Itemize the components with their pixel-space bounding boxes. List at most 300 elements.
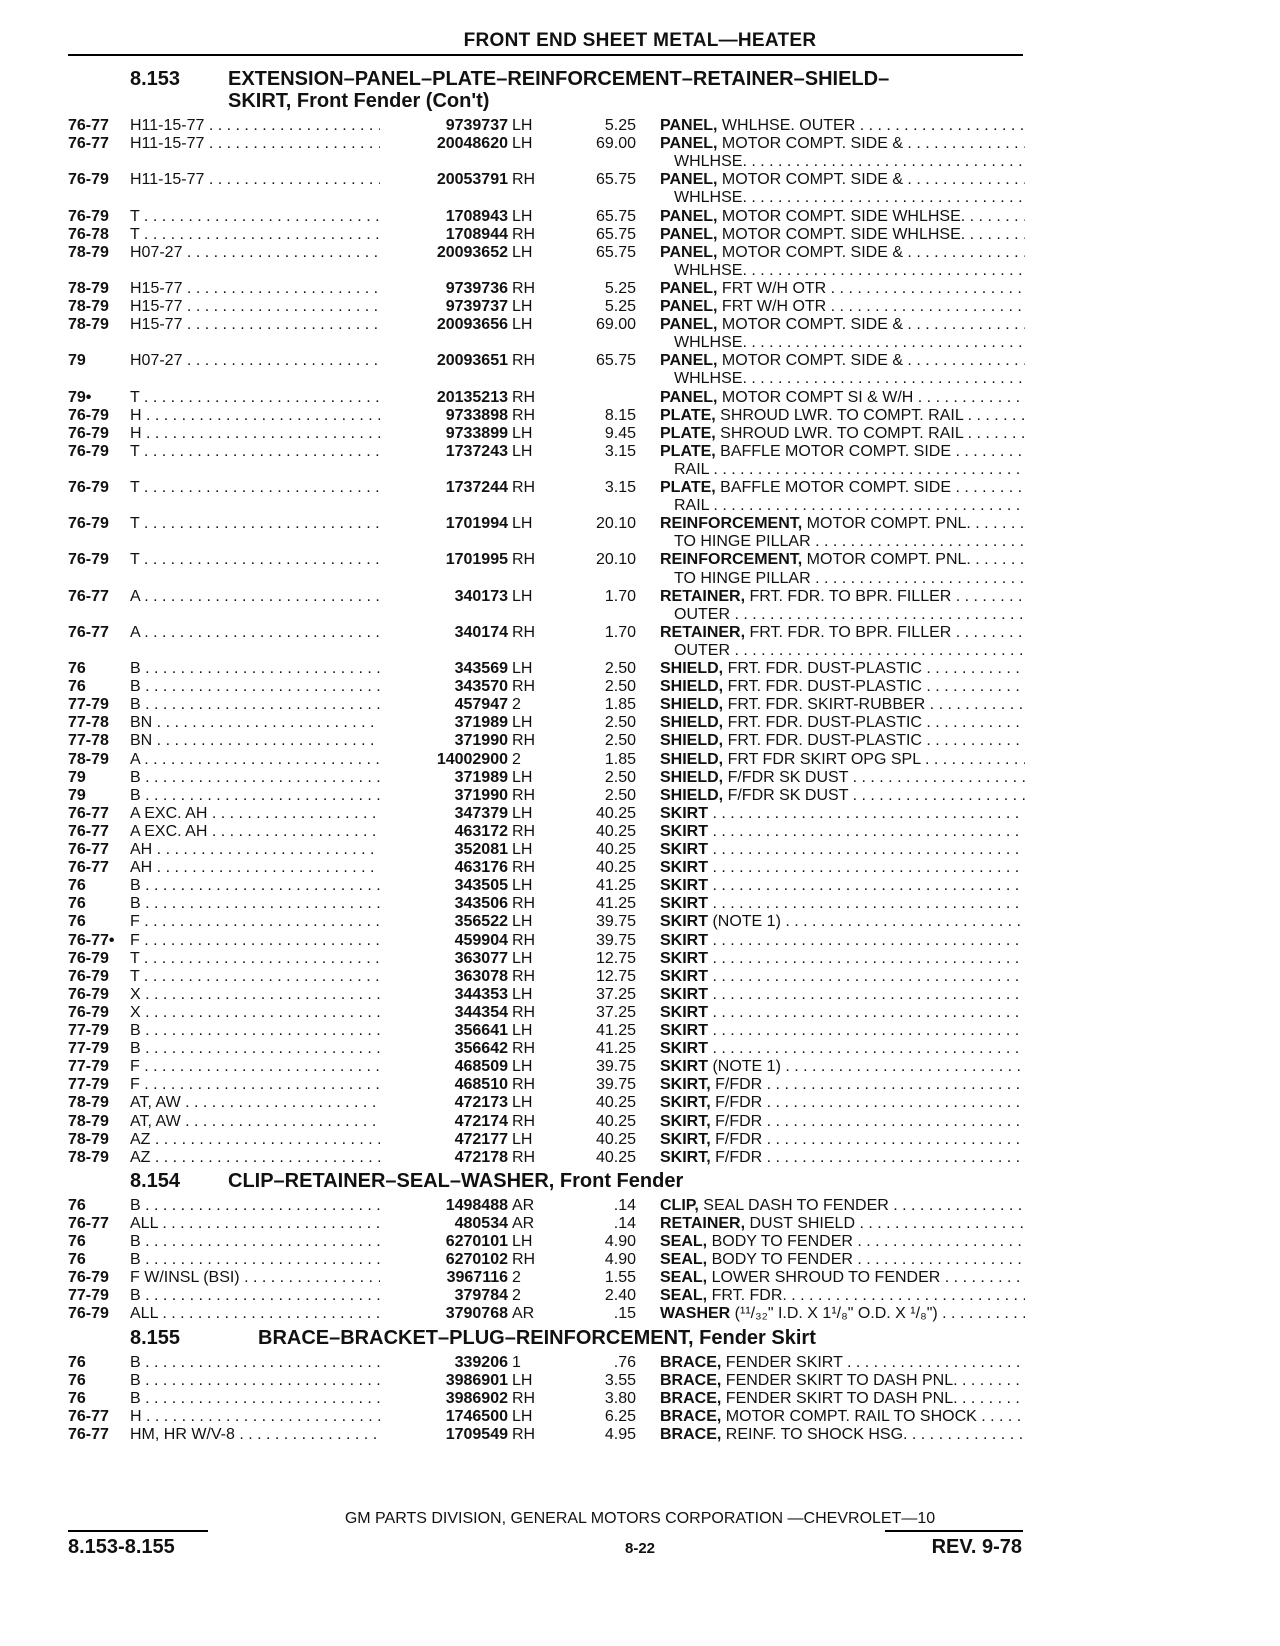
table-row bbox=[0, 1407, 1280, 1426]
model-year: 76-77 bbox=[68, 804, 109, 822]
description-text: FRT. FDR. DUST-PLASTIC bbox=[723, 714, 922, 732]
model-code: B . . . bbox=[130, 894, 400, 913]
model-code: B . . . bbox=[130, 1389, 400, 1408]
footer-division: GM PARTS DIVISION, GENERAL MOTORS CORPORATION —CHEVROLET—10 bbox=[344, 1510, 936, 1527]
model-year: 76-79 bbox=[68, 171, 109, 189]
quantity: RH bbox=[512, 1040, 536, 1058]
description bbox=[660, 967, 1025, 986]
quantity: LH bbox=[512, 1233, 533, 1250]
description bbox=[660, 1268, 1025, 1287]
part-number: 363077 bbox=[380, 949, 508, 968]
part-number: 9739737 bbox=[380, 297, 508, 316]
quantity: RH bbox=[512, 967, 536, 985]
description-text: FRT. FDR. DUST-PLASTIC bbox=[723, 678, 922, 696]
description-text: LOWER SHROUD TO FENDER bbox=[707, 1269, 941, 1287]
price: 65.75 bbox=[595, 225, 636, 243]
quantity: RH bbox=[512, 388, 536, 406]
description-text: FENDER SKIRT TO DASH PNL. bbox=[721, 1371, 958, 1389]
table-row bbox=[0, 731, 1280, 750]
table-row-continuation bbox=[0, 261, 1280, 280]
description bbox=[660, 1093, 1025, 1112]
table-row bbox=[0, 858, 1280, 877]
description bbox=[660, 1057, 1025, 1076]
price: 40.25 bbox=[595, 1130, 636, 1148]
description bbox=[660, 424, 1025, 443]
model-code: B . . . bbox=[130, 876, 400, 895]
model-code: H . . . bbox=[130, 424, 400, 443]
description-text: REINF. TO SHOCK HSG. bbox=[721, 1425, 908, 1443]
part-number: 1498488 bbox=[380, 1196, 508, 1215]
model-year: 76 bbox=[68, 1196, 86, 1214]
model-code: F . . . bbox=[130, 1057, 400, 1076]
part-number: 3986902 bbox=[380, 1389, 508, 1408]
price: 5.25 bbox=[604, 117, 636, 134]
model-year: 76-77 bbox=[68, 623, 109, 641]
table-row bbox=[0, 1286, 1280, 1305]
part-number: 340173 bbox=[380, 587, 508, 606]
model-code: T . . . bbox=[130, 514, 400, 533]
model-code: H11-15-77 . . . bbox=[130, 116, 400, 135]
description-name: PANEL, bbox=[660, 117, 718, 134]
price: 37.25 bbox=[595, 1003, 636, 1021]
table-row bbox=[0, 279, 1280, 298]
table-row bbox=[0, 1021, 1280, 1040]
model-year: 76-79 bbox=[68, 406, 109, 424]
model-year: 76-77• bbox=[68, 931, 115, 949]
description bbox=[660, 840, 1025, 859]
description-text: FRT W/H OTR bbox=[717, 298, 827, 315]
section-number: 8.155 bbox=[130, 1326, 181, 1349]
description-text: FRT. FDR. DUST-PLASTIC bbox=[723, 660, 922, 677]
quantity: LH bbox=[512, 207, 533, 225]
part-number: 9733899 bbox=[380, 424, 508, 443]
model-code: ALL . . . bbox=[130, 1304, 400, 1323]
model-code: B . . . bbox=[130, 695, 400, 714]
price: 41.25 bbox=[595, 1040, 636, 1058]
table-row bbox=[0, 912, 1280, 931]
model-code: A EXC. AH . . . bbox=[130, 822, 400, 841]
description bbox=[660, 406, 1025, 425]
part-number: 9733898 bbox=[380, 406, 508, 425]
description-name: SKIRT bbox=[660, 913, 708, 931]
description-name: SEAL, bbox=[660, 1287, 708, 1305]
description-continuation: RAIL . . . bbox=[674, 496, 1025, 515]
model-year: 76-78 bbox=[68, 225, 109, 243]
part-number: 468510 bbox=[380, 1075, 508, 1094]
part-number: 344353 bbox=[380, 985, 508, 1004]
description-text: FENDER SKIRT bbox=[721, 1353, 843, 1371]
description-name: PANEL, bbox=[660, 388, 718, 406]
part-number: 20093651 bbox=[380, 351, 508, 370]
description bbox=[660, 1389, 1025, 1408]
part-number: 352081 bbox=[380, 840, 508, 859]
table-row-continuation bbox=[0, 188, 1280, 207]
model-code: B . . . bbox=[130, 677, 400, 696]
description bbox=[660, 587, 1025, 606]
table-row bbox=[0, 985, 1280, 1004]
description-name: RETAINER, bbox=[660, 587, 746, 605]
model-year: 76-77 bbox=[68, 859, 109, 877]
part-number: 1709549 bbox=[380, 1425, 508, 1444]
model-year: 77-79 bbox=[68, 1022, 109, 1039]
description bbox=[660, 822, 1025, 841]
quantity: RH bbox=[512, 225, 536, 243]
part-number: 1701994 bbox=[380, 514, 508, 533]
model-year: 78-79 bbox=[68, 298, 109, 315]
model-code: H07-27 . . . bbox=[130, 351, 400, 370]
part-number: 363078 bbox=[380, 967, 508, 986]
quantity: 1 bbox=[512, 1353, 521, 1371]
model-year: 76-77 bbox=[68, 822, 109, 840]
quantity: LH bbox=[512, 1130, 533, 1148]
description bbox=[660, 1039, 1025, 1058]
description-text: (¹¹/₃₂" I.D. X 1¹/₈" O.D. X ¹/₈") bbox=[730, 1305, 938, 1323]
quantity: 2 bbox=[512, 696, 521, 714]
price: 2.50 bbox=[604, 714, 636, 732]
model-year: 78-79 bbox=[68, 750, 109, 768]
model-code: AH . . . bbox=[130, 858, 400, 877]
table-row bbox=[0, 876, 1280, 895]
price: .14 bbox=[613, 1196, 636, 1214]
table-row bbox=[0, 1371, 1280, 1390]
footer-rule-left bbox=[68, 1530, 208, 1532]
part-number: 356522 bbox=[380, 912, 508, 931]
model-year: 76 bbox=[68, 1371, 86, 1389]
table-row bbox=[0, 1425, 1280, 1444]
part-number: 340174 bbox=[380, 623, 508, 642]
description-name: SEAL, bbox=[660, 1233, 708, 1250]
model-year: 76-79 bbox=[68, 424, 109, 442]
quantity: RH bbox=[512, 1112, 536, 1130]
quantity: RH bbox=[512, 822, 536, 840]
price: 1.70 bbox=[604, 587, 636, 605]
description bbox=[660, 243, 1025, 262]
price: 4.90 bbox=[604, 1233, 636, 1250]
description-continuation: WHLHSE. . . . bbox=[674, 333, 1025, 352]
table-row bbox=[0, 134, 1280, 153]
price: 40.25 bbox=[595, 1148, 636, 1166]
table-row bbox=[0, 1057, 1280, 1076]
model-year: 76 bbox=[68, 678, 86, 696]
quantity: RH bbox=[512, 678, 536, 696]
description bbox=[660, 1130, 1025, 1149]
description-text: MOTOR COMPT. PNL. bbox=[802, 515, 971, 533]
description bbox=[660, 894, 1025, 913]
description-name: REINFORCEMENT, bbox=[660, 515, 803, 533]
table-row bbox=[0, 931, 1280, 950]
quantity: RH bbox=[512, 279, 536, 297]
description-text: SHROUD LWR. TO COMPT. RAIL bbox=[715, 406, 964, 424]
description-name: PANEL, bbox=[660, 207, 718, 225]
description-name: SHIELD, bbox=[660, 678, 724, 696]
description-text: WHLHSE. OUTER bbox=[717, 117, 856, 134]
price: 39.75 bbox=[595, 931, 636, 949]
price: .14 bbox=[613, 1214, 636, 1232]
model-year: 76-79 bbox=[68, 949, 109, 967]
description-name: SKIRT bbox=[660, 841, 708, 858]
description-text: MOTOR COMPT. PNL. bbox=[802, 551, 971, 569]
description bbox=[660, 912, 1025, 931]
table-row bbox=[0, 1304, 1280, 1323]
model-code: AH . . . bbox=[130, 840, 400, 859]
model-year: 76 bbox=[68, 1389, 86, 1407]
description-name: SEAL, bbox=[660, 1269, 708, 1287]
table-row bbox=[0, 406, 1280, 425]
quantity: LH bbox=[512, 913, 533, 931]
description-name: SKIRT bbox=[660, 877, 708, 895]
quantity: RH bbox=[512, 1003, 536, 1021]
part-number: 14002900 bbox=[380, 750, 508, 769]
description-name: SKIRT, bbox=[660, 1076, 711, 1094]
description bbox=[660, 695, 1025, 714]
price: 3.15 bbox=[604, 442, 636, 460]
model-year: 76-79 bbox=[68, 551, 109, 569]
model-year: 76-77 bbox=[68, 841, 109, 858]
quantity: RH bbox=[512, 1251, 536, 1269]
description-name: CLIP, bbox=[660, 1196, 699, 1214]
description bbox=[660, 1232, 1025, 1251]
table-row bbox=[0, 894, 1280, 913]
price: 5.25 bbox=[604, 279, 636, 297]
description-name: PLATE, bbox=[660, 406, 716, 424]
description bbox=[660, 1003, 1025, 1022]
model-code: B . . . bbox=[130, 1250, 400, 1269]
model-year: 78-79 bbox=[68, 316, 109, 334]
description-text: FRT. FDR. bbox=[707, 1287, 787, 1305]
model-year: 77-78 bbox=[68, 732, 109, 750]
description bbox=[660, 1286, 1025, 1305]
price: 65.75 bbox=[595, 352, 636, 370]
description-name: SKIRT, bbox=[660, 1148, 711, 1166]
description-name: BRACE, bbox=[660, 1371, 722, 1389]
part-number: 1701995 bbox=[380, 550, 508, 569]
section-title: EXTENSION–PANEL–PLATE–REINFORCEMENT–RETAINER–SHIELD– bbox=[228, 68, 890, 90]
model-year: 76-79 bbox=[68, 515, 109, 533]
description bbox=[660, 170, 1025, 189]
description-text: (NOTE 1) bbox=[708, 913, 781, 931]
description bbox=[660, 876, 1025, 895]
description-continuation: WHLHSE. . . . bbox=[674, 261, 1025, 280]
model-year: 76-79 bbox=[68, 1269, 109, 1287]
footer-section-range: 8.153-8.155 bbox=[68, 1536, 175, 1558]
table-row-continuation bbox=[0, 369, 1280, 388]
model-year: 76 bbox=[68, 895, 86, 913]
description bbox=[660, 713, 1025, 732]
description-text: F/FDR bbox=[710, 1148, 763, 1166]
description-continuation: WHLHSE. . . . bbox=[674, 188, 1025, 207]
model-code: F . . . bbox=[130, 912, 400, 931]
description-continuation: TO HINGE PILLAR . . . bbox=[674, 532, 1025, 551]
description-continuation: RAIL . . . bbox=[674, 460, 1025, 479]
price: 2.50 bbox=[604, 786, 636, 804]
model-year: 76-79 bbox=[68, 967, 109, 985]
price: 3.55 bbox=[604, 1371, 636, 1389]
model-year: 78-79 bbox=[68, 279, 109, 297]
description-name: BRACE, bbox=[660, 1407, 722, 1425]
price: 37.25 bbox=[595, 985, 636, 1003]
table-row bbox=[0, 1232, 1280, 1251]
quantity: LH bbox=[512, 135, 533, 153]
quantity: 2 bbox=[512, 1269, 521, 1287]
description-name: WASHER bbox=[660, 1305, 731, 1323]
part-number: 463172 bbox=[380, 822, 508, 841]
quantity: RH bbox=[512, 551, 536, 569]
model-year: 77-79 bbox=[68, 696, 109, 714]
price: 1.70 bbox=[604, 623, 636, 641]
price: 4.90 bbox=[604, 1251, 636, 1269]
description-name: RETAINER, bbox=[660, 1214, 746, 1232]
model-code: H15-77 . . . bbox=[130, 297, 400, 316]
price: 69.00 bbox=[595, 316, 636, 334]
model-year: 79 bbox=[68, 352, 86, 370]
model-year: 78-79 bbox=[68, 243, 109, 261]
model-code: T . . . bbox=[130, 949, 400, 968]
model-year: 76-79 bbox=[68, 1305, 109, 1323]
price: 9.45 bbox=[604, 424, 636, 442]
table-row bbox=[0, 550, 1280, 569]
price: 39.75 bbox=[595, 913, 636, 931]
quantity: 2 bbox=[512, 750, 521, 768]
model-year: 76 bbox=[68, 1233, 86, 1250]
model-year: 76-79 bbox=[68, 442, 109, 460]
description-continuation: TO HINGE PILLAR . . . bbox=[674, 569, 1025, 588]
description-name: SKIRT bbox=[660, 804, 708, 822]
price: 39.75 bbox=[595, 1058, 636, 1076]
description-text: (NOTE 1) bbox=[708, 1058, 781, 1076]
price: 5.25 bbox=[604, 298, 636, 315]
model-year: 76-77 bbox=[68, 1425, 109, 1443]
part-number: 9739736 bbox=[380, 279, 508, 298]
table-row bbox=[0, 1250, 1280, 1269]
description-text: BODY TO FENDER bbox=[707, 1251, 853, 1269]
price: 40.25 bbox=[595, 804, 636, 822]
description bbox=[660, 1425, 1025, 1444]
description-text: MOTOR COMPT SI & W/H bbox=[717, 388, 914, 406]
model-year: 76-77 bbox=[68, 135, 109, 153]
part-number: 20135213 bbox=[380, 388, 508, 407]
table-row-continuation bbox=[0, 460, 1280, 479]
part-number: 20093656 bbox=[380, 315, 508, 334]
price: 69.00 bbox=[595, 135, 636, 153]
quantity: LH bbox=[512, 1058, 533, 1076]
table-row-continuation bbox=[0, 605, 1280, 624]
description-text: FRT W/H OTR bbox=[717, 279, 827, 297]
model-code: B . . . bbox=[130, 1232, 400, 1251]
description-name: PANEL, bbox=[660, 298, 718, 315]
description-text: SHROUD LWR. TO COMPT. RAIL bbox=[715, 424, 964, 442]
footer-revision: REV. 9-78 bbox=[931, 1536, 1022, 1558]
table-row-continuation bbox=[0, 496, 1280, 515]
quantity: RH bbox=[512, 1148, 536, 1166]
model-code: H15-77 . . . bbox=[130, 279, 400, 298]
description-text: FRT. FDR. TO BPR. FILLER bbox=[745, 623, 952, 641]
description-name: SKIRT bbox=[660, 859, 708, 877]
part-number: 468509 bbox=[380, 1057, 508, 1076]
quantity: 2 bbox=[512, 1287, 521, 1305]
part-number: 20048620 bbox=[380, 134, 508, 153]
table-row bbox=[0, 1389, 1280, 1408]
part-number: 339206 bbox=[380, 1353, 508, 1372]
table-row-continuation bbox=[0, 333, 1280, 352]
price: 12.75 bbox=[595, 967, 636, 985]
price: 2.50 bbox=[604, 660, 636, 677]
description bbox=[660, 659, 1025, 678]
model-year: 76-77 bbox=[68, 1407, 109, 1425]
description-name: BRACE, bbox=[660, 1389, 722, 1407]
model-code: T . . . bbox=[130, 207, 400, 226]
description-text: MOTOR COMPT. SIDE WHLHSE. bbox=[717, 207, 966, 225]
description-text: F/FDR SK DUST bbox=[723, 786, 849, 804]
description-name: PLATE, bbox=[660, 479, 716, 496]
description-name: SHIELD, bbox=[660, 714, 724, 732]
description bbox=[660, 858, 1025, 877]
model-code: ALL . . . bbox=[130, 1214, 400, 1233]
model-year: 76-77 bbox=[68, 587, 109, 605]
model-year: 77-79 bbox=[68, 1040, 109, 1058]
model-code: AZ . . . bbox=[130, 1148, 400, 1167]
description bbox=[660, 550, 1025, 569]
quantity: LH bbox=[512, 587, 533, 605]
table-row bbox=[0, 1093, 1280, 1112]
table-row bbox=[0, 713, 1280, 732]
description-text: F/FDR SK DUST bbox=[723, 768, 849, 786]
model-code: H . . . bbox=[130, 406, 400, 425]
model-year: 76-77 bbox=[68, 1214, 109, 1232]
price: 2.50 bbox=[604, 678, 636, 696]
description-name: PANEL, bbox=[660, 225, 718, 243]
price: 1.85 bbox=[604, 696, 636, 714]
description bbox=[660, 442, 1025, 461]
model-code: A . . . bbox=[130, 623, 400, 642]
description bbox=[660, 1112, 1025, 1131]
quantity: LH bbox=[512, 804, 533, 822]
quantity: RH bbox=[512, 732, 536, 750]
description-text: MOTOR COMPT. SIDE & bbox=[717, 316, 903, 334]
part-number: 379784 bbox=[380, 1286, 508, 1305]
model-code: B . . . bbox=[130, 1021, 400, 1040]
description bbox=[660, 731, 1025, 750]
model-code: F . . . bbox=[130, 931, 400, 950]
table-row bbox=[0, 424, 1280, 443]
description-text: FENDER SKIRT TO DASH PNL. bbox=[721, 1389, 958, 1407]
description bbox=[660, 1214, 1025, 1233]
description bbox=[660, 225, 1025, 244]
part-number: 20053791 bbox=[380, 170, 508, 189]
price: 1.55 bbox=[604, 1269, 636, 1287]
quantity: RH bbox=[512, 786, 536, 804]
description-text: MOTOR COMPT. SIDE & bbox=[717, 171, 903, 189]
section-number: 8.154 bbox=[130, 1169, 181, 1192]
table-row bbox=[0, 786, 1280, 805]
model-year: 76-79 bbox=[68, 1003, 109, 1021]
price: 2.40 bbox=[604, 1287, 636, 1305]
model-year: 76-79 bbox=[68, 479, 109, 496]
model-year: 79 bbox=[68, 768, 86, 786]
model-code: HM, HR W/V-8 . . . bbox=[130, 1425, 400, 1444]
model-year: 76-79 bbox=[68, 207, 109, 225]
description bbox=[660, 677, 1025, 696]
description-name: PANEL, bbox=[660, 316, 718, 334]
description-name: SHIELD, bbox=[660, 732, 724, 750]
table-row bbox=[0, 478, 1280, 497]
quantity: RH bbox=[512, 479, 536, 496]
description-name: SHIELD, bbox=[660, 660, 724, 677]
price: 3.15 bbox=[604, 479, 636, 496]
model-year: 78-79 bbox=[68, 1094, 109, 1112]
description-name: PANEL, bbox=[660, 243, 718, 261]
quantity: LH bbox=[512, 316, 533, 334]
model-code: BN . . . bbox=[130, 731, 400, 750]
